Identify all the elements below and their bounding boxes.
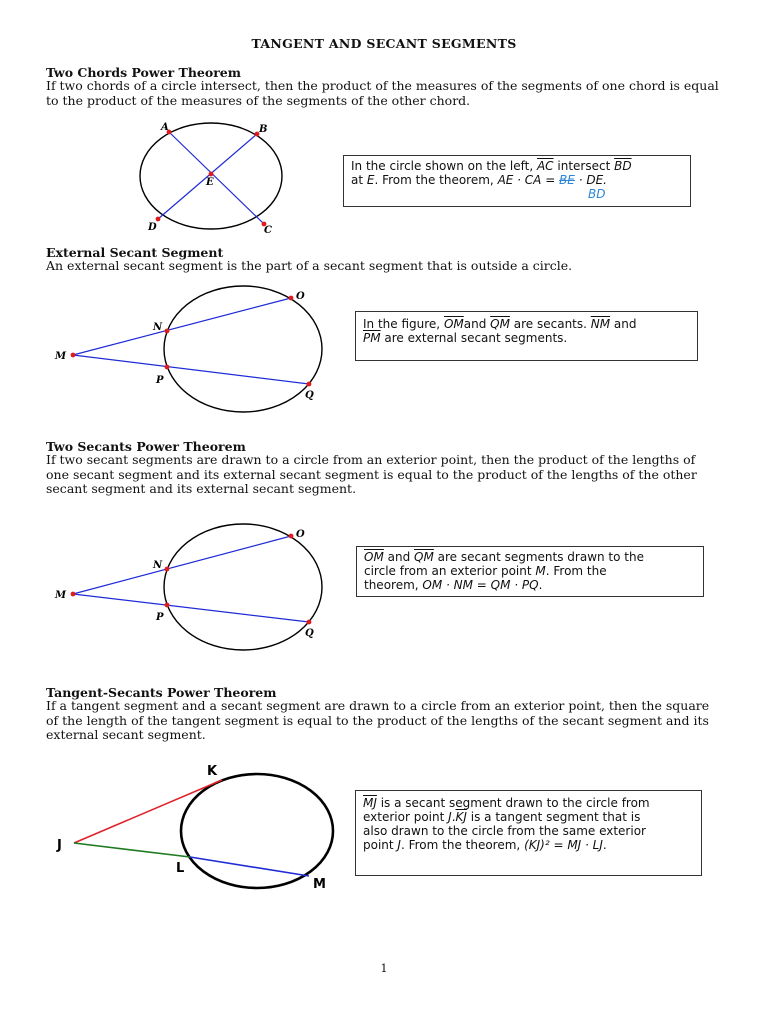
label-k: K xyxy=(207,764,218,779)
section-heading-tangent-secants: Tangent-Secants Power Theorem xyxy=(46,685,277,700)
label-m-2: M xyxy=(55,590,67,601)
label-e: E xyxy=(206,177,214,188)
external-lj xyxy=(74,843,190,857)
page-title: TANGENT AND SECANT SEGMENTS xyxy=(251,36,517,51)
label-q-2: Q xyxy=(305,628,314,639)
label-c: C xyxy=(264,225,272,236)
section-heading-two-chords: Two Chords Power Theorem xyxy=(46,65,241,80)
label-o: O xyxy=(296,291,305,302)
page-number: 1 xyxy=(380,962,388,975)
tangent-secant-note: $\overline{MJ}$ is a secant segment drawn to the circle from exterior point $J.\overline{KJ}$ is a tangent segment that is also drawn to the circle from the same exterior point J. From the theorem, (KJ)² = MJ · LJ. xyxy=(355,790,702,876)
label-p-2: P xyxy=(156,612,164,623)
label-l: L xyxy=(176,861,185,876)
section-text-two-secants: If two secant segments are drawn to a circle from an exterior point, then the product of the lengths of one secant segment and its external secant segment is equal to the product of the lengths of the other secant segment and its external secant segment. xyxy=(46,452,697,496)
two-secants-note: $\overline{OM}$ and $\overline{QM}$ are secant segments drawn to the circle from an exterior point M. From the theorem, OM · NM = QM · PQ. xyxy=(356,546,704,597)
section-heading-two-secants: Two Secants Power Theorem xyxy=(46,439,246,454)
label-n-2: N xyxy=(153,560,163,571)
tangent-circle xyxy=(181,774,333,888)
external-secant-note: In the figure, $\overline{OM}and$ $\overline{QM}$ are secants. $\overline{NM}$ and $\overline{PM}$ are external secant segments. xyxy=(355,311,698,361)
tangent-kj xyxy=(74,780,222,843)
section-text-external-secant: An external secant segment is the part of a secant segment that is outside a circle. xyxy=(46,258,573,273)
section-heading-external-secant: External Secant Segment xyxy=(46,245,224,260)
label-b: B xyxy=(259,124,268,135)
label-p: P xyxy=(156,375,164,386)
label-m: M xyxy=(55,351,67,362)
label-q: Q xyxy=(305,390,314,401)
label-m-3: M xyxy=(313,877,326,892)
two-chords-note: In the circle shown on the left, $\overline{AC}$ intersect $\overline{BD}$ at E. From the theorem, AE · CA = BE · DE. BD xyxy=(343,155,691,207)
label-o-2: O xyxy=(296,529,305,540)
section-text-two-chords: If two chords of a circle intersect, then the product of the measures of the segments of one chord is equal to the product of the measures of the segments of the other chord. xyxy=(46,78,719,108)
label-j: J xyxy=(57,838,62,853)
label-d: D xyxy=(148,222,157,233)
handwritten-correction: BD xyxy=(588,187,606,201)
label-a: A xyxy=(161,122,169,133)
label-n: N xyxy=(153,322,163,333)
struck-term: BE xyxy=(559,173,575,187)
section-text-tangent-secants: If a tangent segment and a secant segment are drawn to a circle from an exterior point, then the square of the length of the tangent segment is equal to the product of the lengths of the secant segment and its external secant segment. xyxy=(46,698,710,742)
